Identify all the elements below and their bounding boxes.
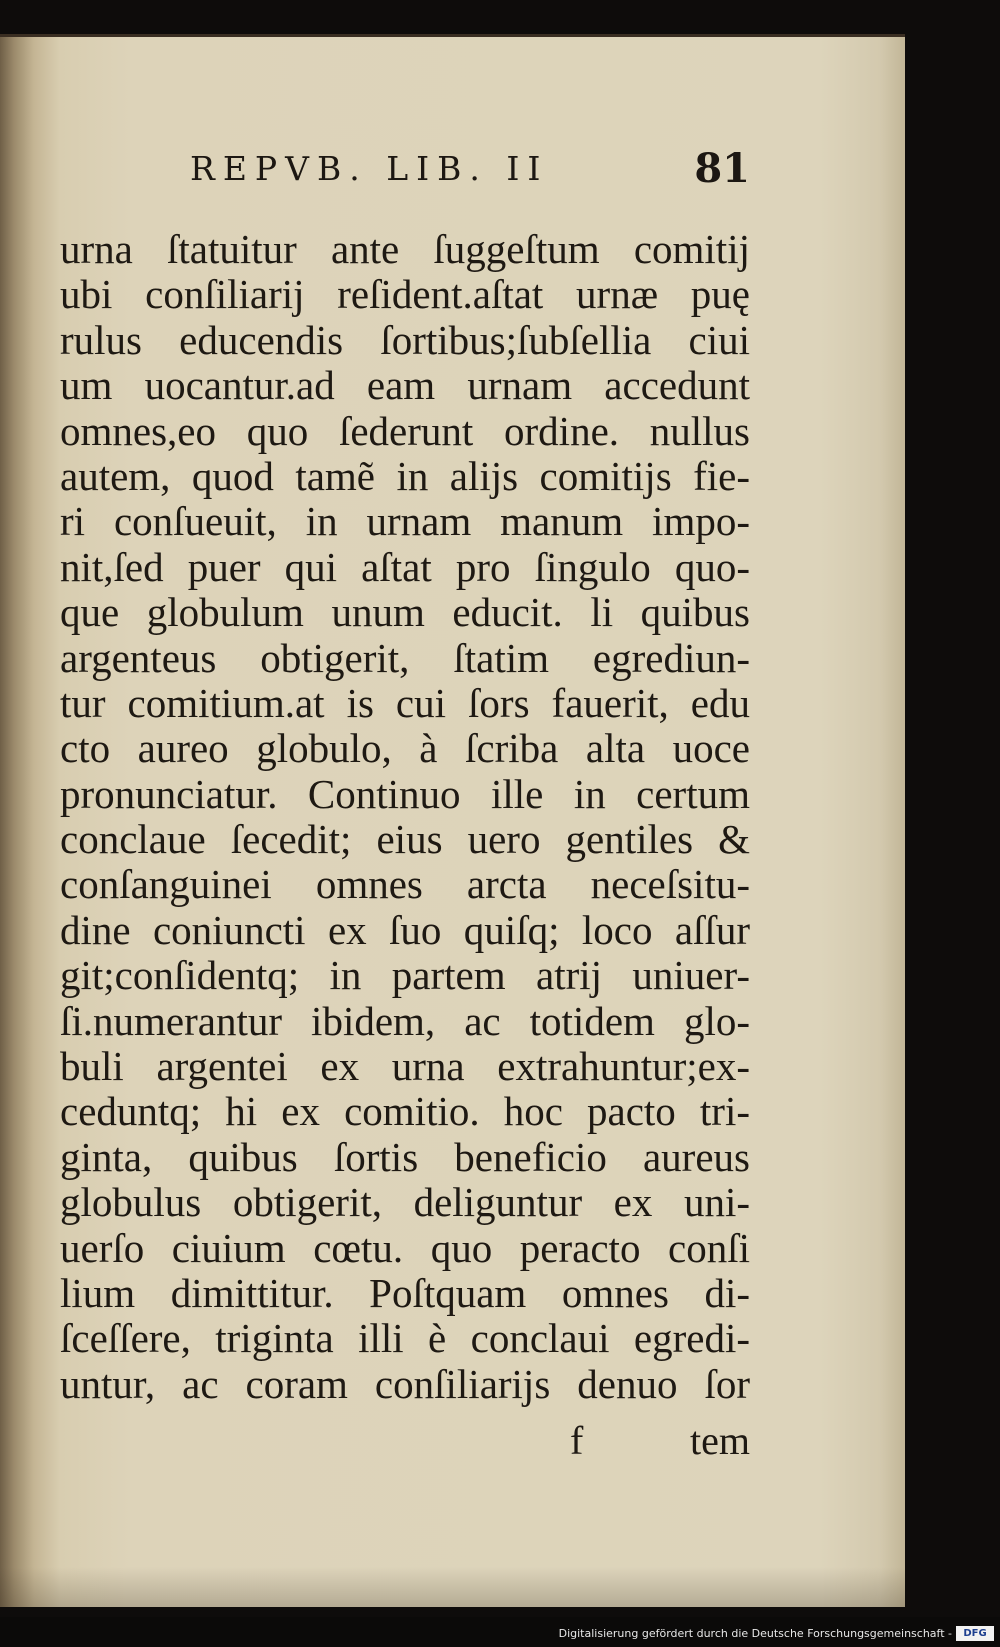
catchword: tem	[690, 1418, 750, 1463]
running-head: REPVB. LIB. II	[190, 149, 549, 188]
text-line: ſi.numerantur ibidem, ac totidem glo-	[60, 998, 750, 1044]
body-text	[60, 227, 750, 1407]
text-line: git;conſidentq; in partem atrij uniuer-	[60, 953, 750, 999]
dfg-logo: DFG	[956, 1626, 994, 1641]
text-line: dine coniuncti ex ſuo quiſq; loco aſſur	[60, 907, 750, 953]
text-line: ubi conſiliarij reſident.aſtat urnæ puę	[60, 272, 750, 318]
text-line: autem, quod tamẽ in alijs comitijs fie-	[60, 453, 750, 499]
text-line: conſanguinei omnes arcta neceſsitu-	[60, 862, 750, 908]
text-line: cto aureo globulo, à ſcriba alta uoce	[60, 726, 750, 772]
text-line: omnes,eo quo ſederunt ordine. nullus	[60, 408, 750, 454]
text-line: nit,ſed puer qui aſtat pro ſingulo quo-	[60, 544, 750, 590]
text-line: conclaue ſecedit; eius uero gentiles &	[60, 817, 750, 863]
text-line: ri conſueuit, in urnam manum impo-	[60, 499, 750, 545]
funding-credit: Digitalisierung gefördert durch die Deutsche Forschungsgemeinschaft -	[558, 1627, 952, 1640]
text-line: globulus obtigerit, deliguntur ex uni-	[60, 1180, 750, 1226]
text-line: tur comitium.at is cui ſors fauerit, edu	[60, 680, 750, 726]
catchword-line	[60, 1417, 750, 1463]
text-line: ginta, quibus ſortis beneficio aureus	[60, 1134, 750, 1180]
text-line: urna ſtatuitur ante ſuggeſtum comitij	[60, 227, 750, 272]
footer-bar	[0, 1617, 1000, 1647]
page-header	[60, 145, 750, 199]
page-number: 81	[694, 145, 750, 192]
text-line: rulus educendis ſortibus;ſubſellia ciui	[60, 317, 750, 363]
text-line: que globulum unum educit. li quibus	[60, 590, 750, 636]
text-line: untur, ac coram conſiliarijs denuo ſor	[60, 1361, 750, 1407]
text-line: argenteus obtigerit, ſtatim egrediun-	[60, 635, 750, 681]
text-line: um uocantur.ad eam urnam accedunt	[60, 363, 750, 409]
text-line: lium dimittitur. Poſtquam omnes di-	[60, 1270, 750, 1316]
text-line: buli argentei ex urna extrahuntur;ex-	[60, 1044, 750, 1090]
text-line: uerſo ciuium cœtu. quo peracto conſi	[60, 1225, 750, 1271]
text-line: ſceſſere, triginta illi è conclaui egredi-	[60, 1316, 750, 1362]
book-page	[0, 34, 905, 1607]
text-line: ceduntq; hi ex comitio. hoc pacto tri-	[60, 1089, 750, 1135]
text-line: pronunciatur. Continuo ille in certum	[60, 771, 750, 817]
signature-mark: f	[570, 1418, 584, 1463]
